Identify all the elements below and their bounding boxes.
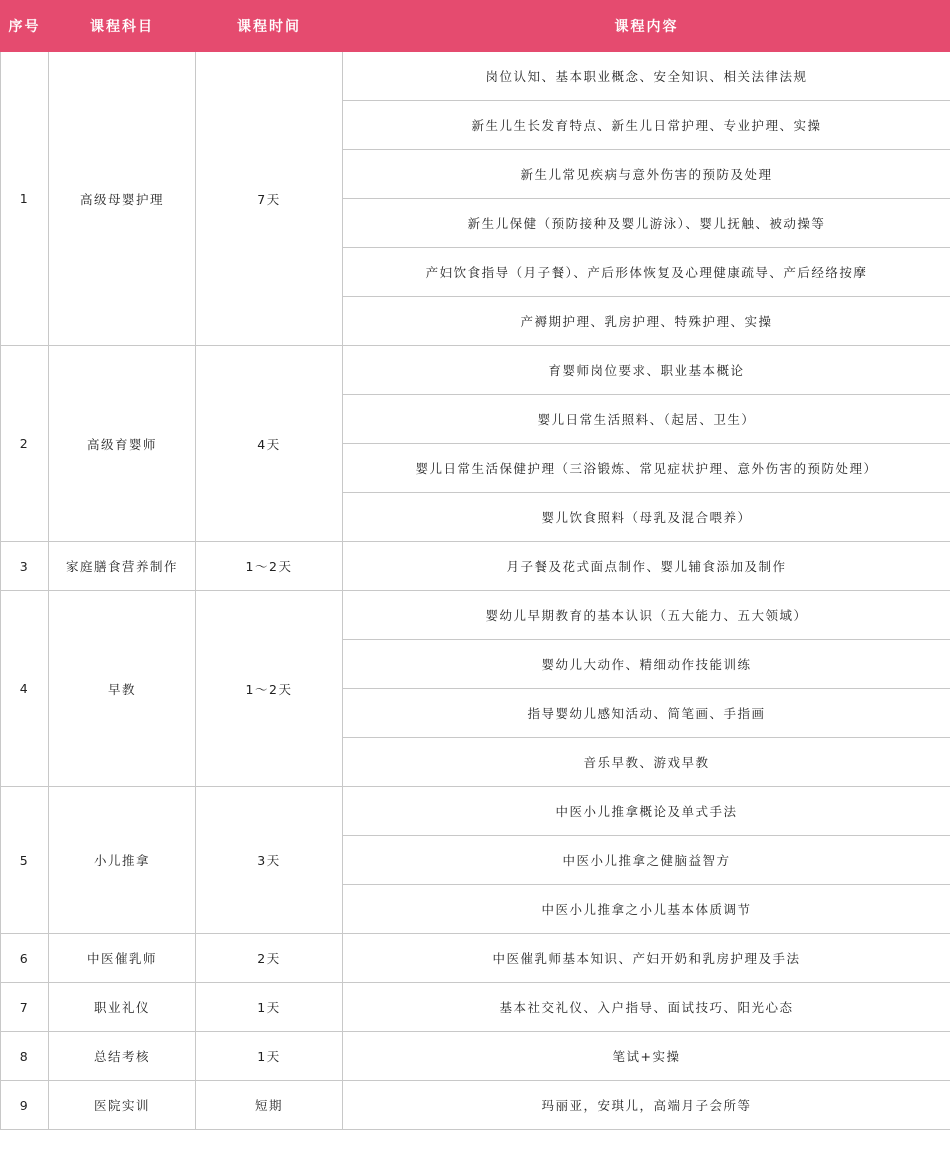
header-time: 课程时间 [196, 1, 343, 52]
course-content-item: 指导婴幼儿感知活动、简笔画、手指画 [343, 689, 950, 738]
course-number: 2 [1, 346, 49, 542]
course-subject: 总结考核 [49, 1032, 196, 1081]
course-duration: 3天 [196, 787, 343, 934]
course-number: 4 [1, 591, 49, 787]
course-duration: 1天 [196, 983, 343, 1032]
table-row [1, 346, 950, 395]
course-content-item: 婴儿日常生活照料、（起居、卫生） [343, 395, 950, 444]
course-content-item: 新生儿常见疾病与意外伤害的预防及处理 [343, 150, 950, 199]
course-content-item: 产褥期护理、乳房护理、特殊护理、实操 [343, 297, 950, 346]
course-number: 7 [1, 983, 49, 1032]
course-content-item: 玛丽亚，安琪儿，高端月子会所等 [343, 1081, 950, 1130]
course-subject: 早教 [49, 591, 196, 787]
course-content-item: 中医催乳师基本知识、产妇开奶和乳房护理及手法 [343, 934, 950, 983]
course-content-item: 岗位认知、基本职业概念、安全知识、相关法律法规 [343, 52, 950, 101]
table-row [1, 1032, 950, 1081]
course-content-item: 新生儿生长发育特点、新生儿日常护理、专业护理、实操 [343, 101, 950, 150]
course-duration: 7天 [196, 52, 343, 346]
course-number: 8 [1, 1032, 49, 1081]
table-row [1, 1081, 950, 1130]
table-row [1, 934, 950, 983]
course-content-item: 基本社交礼仪、入户指导、面试技巧、阳光心态 [343, 983, 950, 1032]
course-number: 6 [1, 934, 49, 983]
table-row [1, 983, 950, 1032]
course-duration: 1天 [196, 1032, 343, 1081]
course-content-item: 新生儿保健（预防接种及婴儿游泳）、婴儿抚触、被动操等 [343, 199, 950, 248]
course-content-item: 月子餐及花式面点制作、婴儿辅食添加及制作 [343, 542, 950, 591]
course-content-item: 中医小儿推拿之健脑益智方 [343, 836, 950, 885]
course-content-item: 中医小儿推拿概论及单式手法 [343, 787, 950, 836]
course-duration: 1～2天 [196, 542, 343, 591]
header-subject: 课程科目 [49, 1, 196, 52]
header-no: 序号 [1, 1, 49, 52]
course-content-item: 婴儿饮食照料（母乳及混合喂养） [343, 493, 950, 542]
table-row [1, 52, 950, 101]
table-row [1, 787, 950, 836]
course-duration: 短期 [196, 1081, 343, 1130]
course-content-item: 婴幼儿早期教育的基本认识（五大能力、五大领域） [343, 591, 950, 640]
course-number: 3 [1, 542, 49, 591]
course-subject: 职业礼仪 [49, 983, 196, 1032]
course-content-item: 中医小儿推拿之小儿基本体质调节 [343, 885, 950, 934]
course-subject: 家庭膳食营养制作 [49, 542, 196, 591]
table-header [1, 1, 950, 52]
course-number: 9 [1, 1081, 49, 1130]
course-content-item: 婴儿日常生活保健护理（三浴锻炼、常见症状护理、意外伤害的预防处理） [343, 444, 950, 493]
header-content: 课程内容 [343, 1, 950, 52]
course-duration: 4天 [196, 346, 343, 542]
course-content-item: 育婴师岗位要求、职业基本概论 [343, 346, 950, 395]
course-content-item: 笔试+实操 [343, 1032, 950, 1081]
course-content-item: 婴幼儿大动作、精细动作技能训练 [343, 640, 950, 689]
course-duration: 2天 [196, 934, 343, 983]
course-subject: 中医催乳师 [49, 934, 196, 983]
header-row [1, 1, 950, 52]
course-duration: 1～2天 [196, 591, 343, 787]
table-row [1, 591, 950, 640]
course-content-item: 产妇饮食指导（月子餐）、产后形体恢复及心理健康疏导、产后经络按摩 [343, 248, 950, 297]
course-number: 1 [1, 52, 49, 346]
table-body [1, 52, 950, 1130]
course-subject: 医院实训 [49, 1081, 196, 1130]
course-subject: 高级母婴护理 [49, 52, 196, 346]
course-subject: 小儿推拿 [49, 787, 196, 934]
course-content-item: 音乐早教、游戏早教 [343, 738, 950, 787]
table-row [1, 542, 950, 591]
course-number: 5 [1, 787, 49, 934]
course-subject: 高级育婴师 [49, 346, 196, 542]
